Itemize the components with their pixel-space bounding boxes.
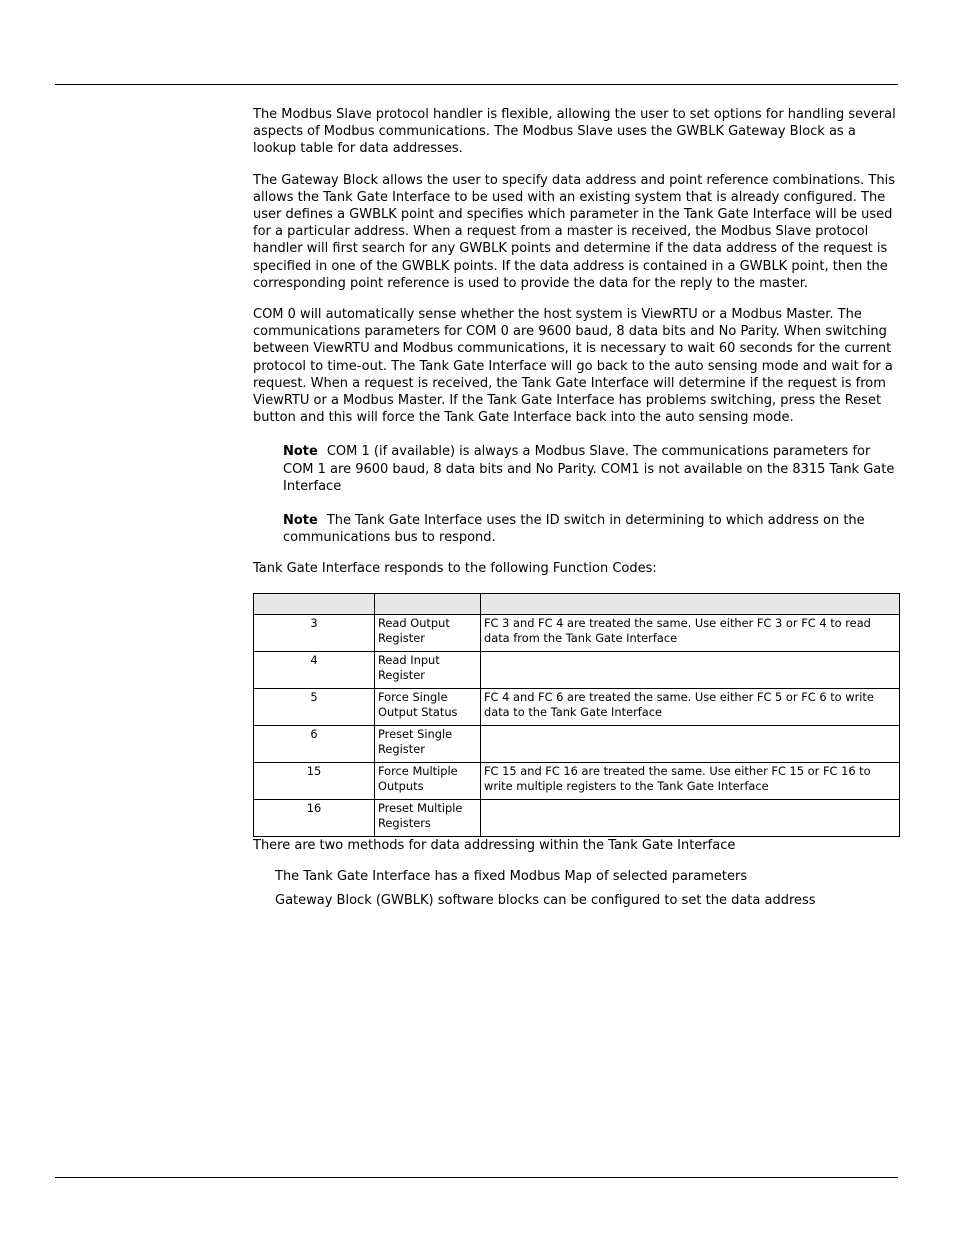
function-code: 5	[254, 688, 375, 725]
function-codes-intro: Tank Gate Interface responds to the following Function Codes:	[253, 561, 657, 577]
function-name: Preset Multiple Registers	[375, 799, 481, 836]
function-description	[481, 725, 900, 762]
function-name: Read Input Register	[375, 651, 481, 688]
page-content	[253, 106, 898, 916]
table-row	[254, 651, 900, 688]
function-name: Force Single Output Status	[375, 688, 481, 725]
addressing-intro: There are two methods for data addressing within the Tank Gate Interface	[253, 837, 736, 853]
function-name: Force Multiple Outputs	[375, 762, 481, 799]
note-text: The Tank Gate Interface uses the ID switch in determining to which address on the communications bus to respond.	[283, 513, 865, 546]
table-row	[254, 614, 900, 651]
function-description: FC 4 and FC 6 are treated the same. Use either FC 5 or FC 6 to write data to the Tank Gate Interface	[481, 688, 900, 725]
function-code: 3	[254, 614, 375, 651]
paragraph-com0: COM 0 will automatically sense whether the host system is ViewRTU or a Modbus Master. The communications parameters for COM 0 are 9600 baud, 8 data bits and No Parity. When switching between ViewRTU and Modbus communications, it is necessary to wait 60 seconds for the current protocol to time-out. The Tank Gate Interface will go back to the auto sensing mode and wait for a request. When a request is received, the Tank Gate Interface will determine if the request is from ViewRTU or a Modbus Master. If the Tank Gate Interface has problems switching, press the Reset button and this will force the Tank Gate Interface back into the auto sensing mode.	[253, 307, 893, 426]
function-name: Read Output Register	[375, 614, 481, 651]
function-description	[481, 799, 900, 836]
note-label: Note	[283, 513, 318, 529]
table-header-row	[254, 593, 900, 614]
table-row	[254, 799, 900, 836]
function-name: Preset Single Register	[375, 725, 481, 762]
function-code: 16	[254, 799, 375, 836]
addressing-method-fixed-map: The Tank Gate Interface has a fixed Modbus Map of selected parameters	[275, 868, 748, 884]
function-description	[481, 651, 900, 688]
note-text: COM 1 (if available) is always a Modbus Slave. The communications parameters for COM 1 are 9600 baud, 8 data bits and No Parity. COM1 is not available on the 8315 Tank Gate Interface	[283, 444, 895, 494]
note-label: Note	[283, 444, 318, 460]
header-rule	[55, 84, 898, 85]
function-description: FC 3 and FC 4 are treated the same. Use either FC 3 or FC 4 to read data from the Tank Gate Interface	[481, 614, 900, 651]
table-header-code	[254, 593, 375, 614]
table-row	[254, 725, 900, 762]
function-codes-table	[253, 593, 900, 837]
footer-rule	[55, 1177, 898, 1178]
table-header-name	[375, 593, 481, 614]
function-description: FC 15 and FC 16 are treated the same. Use either FC 15 or FC 16 to write multiple registers to the Tank Gate Interface	[481, 762, 900, 799]
function-code: 15	[254, 762, 375, 799]
function-code: 6	[254, 725, 375, 762]
paragraph-gateway-block: The Gateway Block allows the user to specify data address and point reference combinations. This allows the Tank Gate Interface to be used with an existing system that is already configured. The user defines a GWBLK point and specifies which parameter in the Tank Gate Interface will be used for a particular address. When a request from a master is received, the Modbus Slave protocol handler will first search for any GWBLK points and determine if the data address of the request is specified in one of the GWBLK points. If the data address is contained in a GWBLK point, then the corresponding point reference is used to provide the data for the reply to the master.	[253, 172, 895, 291]
function-code: 4	[254, 651, 375, 688]
note-id-switch	[283, 512, 898, 546]
table-header-description	[481, 593, 900, 614]
paragraph-modbus-slave-intro: The Modbus Slave protocol handler is flexible, allowing the user to set options for handling several aspects of Modbus communications. The Modbus Slave uses the GWBLK Gateway Block as a lookup table for data addresses.	[253, 107, 896, 157]
note-com1	[283, 443, 898, 495]
table-row	[254, 688, 900, 725]
table-row	[254, 762, 900, 799]
addressing-method-gwblk: Gateway Block (GWBLK) software blocks can be configured to set the data address	[275, 893, 816, 909]
